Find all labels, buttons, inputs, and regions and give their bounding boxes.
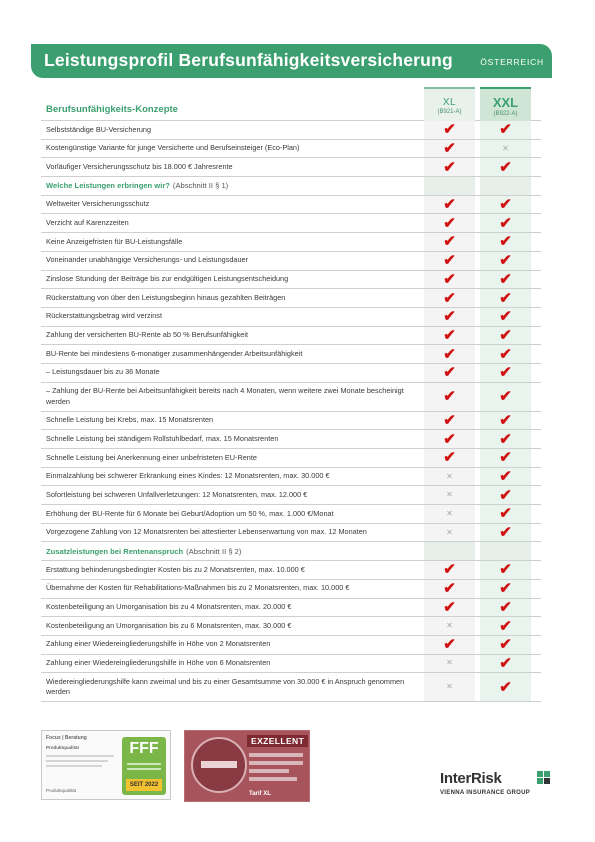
cell-xxl [480,580,531,598]
table-row [41,327,541,346]
column-xl-code: (B921-A) [437,108,462,115]
country-label: ÖSTERREICH [480,57,544,67]
fff-label: FFF [129,740,159,757]
checkmark-icon: ✔ [443,430,456,448]
row-label: – Zahlung der BU-Rente bei Arbeitsunfähigkeit bereits nach 4 Monaten, wenn weitere zwei Monate bescheinigt werden [46,386,404,406]
cell-xxl [480,449,531,467]
row-label: Voneinander unabhängige Versicherungs- und Leistungsdauer [46,255,249,265]
cell-xxl [480,308,531,326]
cell-xl [424,580,475,598]
section-title: Zusatzleistungen bei Rentenanspruch (Abschnitt II § 2) [46,546,242,556]
cell-xl [424,412,475,430]
cell-xl [424,364,475,382]
column-header-xl [424,87,475,122]
row-label: Zinslose Stundung der Beiträge bis zur endgültigen Leistungsentscheidung [46,274,289,284]
checkmark-icon: ✔ [443,411,456,429]
cell-xxl [480,412,531,430]
cell-xl [424,308,475,326]
row-label: Vorgezogene Zahlung von 12 Monatsrenten bei attestierter Lebenserwartung von max. 12 Monaten [46,527,367,537]
cell-xxl [480,345,531,363]
table-row [41,449,541,468]
cell-xl [424,430,475,448]
table-row [41,252,541,271]
section-reference: (Abschnitt II § 1) [172,181,229,191]
cell-xl [424,214,475,232]
cell-xxl [480,233,531,251]
cell-xxl [480,289,531,307]
seal-footer: Produktqualität [46,788,77,793]
checkmark-icon: ✔ [499,505,512,523]
row-label: Verzicht auf Karenzzeiten [46,217,129,227]
row-label: Schnelle Leistung bei Anerkennung einer unbefristeten EU-Rente [46,452,257,462]
table-row [41,673,541,702]
checkmark-icon: ✔ [499,580,512,598]
cross-icon: ✕ [446,490,453,500]
table-row [41,580,541,599]
row-label: Schnelle Leistung bei ständigem Rollstuhlbedarf, max. 15 Monatsrenten [46,433,279,443]
fff-since: SEIT 2022 [126,779,162,791]
row-label: Zahlung der versicherten BU-Rente ab 50 % Berufsunfähigkeit [46,330,248,340]
checkmark-icon: ✔ [443,196,456,214]
row-label: Schnelle Leistung bei Krebs, max. 15 Monatsrenten [46,415,214,425]
row-label: – Leistungsdauer bis zu 36 Monate [46,367,160,377]
cell-xxl [480,599,531,617]
checkmark-icon: ✔ [443,252,456,270]
checkmark-icon: ✔ [499,388,512,406]
row-label: Erhöhung der BU-Rente für 6 Monate bei Geburt/Adoption um 50 %, max. 1.000 €/Monat [46,508,334,518]
cell-xl [424,542,475,560]
checkmark-icon: ✔ [443,214,456,232]
checkmark-icon: ✔ [499,289,512,307]
cell-xl [424,289,475,307]
column-header-xxl [480,87,531,122]
checkmark-icon: ✔ [443,308,456,326]
checkmark-icon: ✔ [443,580,456,598]
table-row [41,486,541,505]
row-label: Weltweiter Versicherungsschutz [46,199,150,209]
table-row [41,468,541,487]
institut-seal-icon [191,737,247,793]
checkmark-icon: ✔ [443,598,456,616]
checkmark-icon: ✔ [443,388,456,406]
table-row [41,121,541,140]
cross-icon: ✕ [446,527,453,537]
cell-xl [424,345,475,363]
column-xl-name: XL [442,96,457,108]
cell-xl [424,196,475,214]
cell-xxl [480,617,531,635]
cell-xxl [480,561,531,579]
cell-xl [424,617,475,635]
cell-xl [424,486,475,504]
row-label: Selbstständige BU-Versicherung [46,124,152,134]
cross-icon: ✕ [446,658,453,668]
cell-xl [424,505,475,523]
checkmark-icon: ✔ [499,449,512,467]
checkmark-icon: ✔ [499,430,512,448]
cell-xl [424,561,475,579]
checkmark-icon: ✔ [443,364,456,382]
row-label: Rückerstattungsbetrag wird verzinst [46,311,162,321]
table-body [41,121,541,702]
cell-xl [424,449,475,467]
cell-xxl [480,364,531,382]
row-label: Keine Anzeigefristen für BU-Leistungsfälle [46,236,183,246]
interrisk-logo [440,770,550,800]
cross-icon: ✕ [446,471,453,481]
checkmark-icon: ✔ [499,468,512,486]
cell-xl [424,177,475,195]
cell-xl [424,233,475,251]
page-title: Leistungsprofil Berufsunfähigkeitsversicherung [44,50,453,70]
cell-xxl [480,196,531,214]
cell-xl [424,468,475,486]
checkmark-icon: ✔ [499,486,512,504]
table-row [41,636,541,655]
cross-icon: ✕ [446,621,453,631]
focus-quality-seal [41,730,171,800]
cell-xxl [480,214,531,232]
checkmark-icon: ✔ [499,121,512,139]
table-row [41,364,541,383]
cell-xl [424,252,475,270]
table-row [41,383,541,412]
row-label: Zahlung einer Wiedereingliederungshilfe in Höhe von 2 Monatsrenten [46,639,271,649]
checkmark-icon: ✔ [499,636,512,654]
checkmark-icon: ✔ [499,654,512,672]
section-reference: (Abschnitt II § 2) [186,546,242,556]
cross-icon: ✕ [446,682,453,692]
cell-xxl [480,121,531,139]
cell-xxl [480,252,531,270]
logo-group-name: VIENNA INSURANCE GROUP [440,790,531,796]
checkmark-icon: ✔ [499,158,512,176]
checkmark-icon: ✔ [499,326,512,344]
checkmark-icon: ✔ [443,326,456,344]
table-row [41,140,541,159]
checkmark-icon: ✔ [443,121,456,139]
cell-xxl [480,468,531,486]
table-row [41,430,541,449]
section-title: Welche Leistungen erbringen wir? (Abschnitt II § 1) [46,181,229,191]
table-row [41,271,541,290]
checkmark-icon: ✔ [443,561,456,579]
section-header-row [41,177,541,196]
column-xxl-code: (B922-A) [493,110,518,117]
cell-xxl [480,140,531,158]
checkmark-icon: ✔ [443,449,456,467]
checkmark-icon: ✔ [443,233,456,251]
checkmark-icon: ✔ [499,214,512,232]
award-tarif: Tarif XL [249,791,271,797]
section-header-row [41,542,541,561]
cross-icon: ✕ [446,508,453,518]
row-label: Einmalzahlung bei schwerer Erkrankung eines Kindes: 12 Monatsrenten, max. 30.000 € [46,471,330,481]
seal-label: Produktqualität [46,745,80,750]
checkmark-icon: ✔ [499,196,512,214]
table-row [41,524,541,543]
table-row [41,233,541,252]
cell-xxl [480,673,531,701]
cell-xxl [480,383,531,411]
row-label: Erstattung behinderungsbedingter Kosten bis zu 2 Monatsrenten, max. 10.000 € [46,564,305,574]
checkmark-icon: ✔ [499,524,512,542]
cell-xxl [480,524,531,542]
row-label: Wiedereingliederungshilfe kann zweimal und bis zu einer Gesamtsumme von 30.000 € in Anspruch genommen werden [46,676,405,697]
table-row [41,289,541,308]
checkmark-icon: ✔ [499,411,512,429]
institut-award-seal [184,730,310,802]
checkmark-icon: ✔ [443,140,456,158]
cell-xl [424,121,475,139]
checkmark-icon: ✔ [443,636,456,654]
checkmark-icon: ✔ [443,289,456,307]
row-label: Vorläufiger Versicherungsschutz bis 18.000 € Jahresrente [46,161,233,171]
cell-xxl [480,327,531,345]
row-label: Kostenbeteiligung an Umorganisation bis zu 4 Monatsrenten, max. 20.000 € [46,602,292,612]
table-row [41,655,541,674]
cell-xxl [480,542,531,560]
table-row [41,412,541,431]
row-label: Sofortleistung bei schweren Unfallverletzungen: 12 Monatsrenten, max. 12.000 € [46,489,308,499]
checkmark-icon: ✔ [499,252,512,270]
fff-rating-icon [122,737,166,795]
table-row [41,308,541,327]
row-label: Zahlung einer Wiedereingliederungshilfe in Höhe von 6 Monatsrenten [46,658,271,668]
checkmark-icon: ✔ [443,270,456,288]
checkmark-icon: ✔ [443,345,456,363]
cell-xxl [480,177,531,195]
cell-xl [424,383,475,411]
cell-xxl [480,271,531,289]
cell-xl [424,599,475,617]
seal-publisher: Focus | Beratung [46,735,87,741]
checkmark-icon: ✔ [499,345,512,363]
table-row [41,561,541,580]
checkmark-icon: ✔ [499,233,512,251]
table-row [41,196,541,215]
checkmark-icon: ✔ [499,364,512,382]
checkmark-icon: ✔ [499,308,512,326]
title-banner [31,44,552,78]
logo-square-icon [544,778,550,784]
checkmark-icon: ✔ [499,561,512,579]
checkmark-icon: ✔ [499,598,512,616]
checkmark-icon: ✔ [499,678,512,696]
row-label: Übernahme der Kosten für Rehabilitations-Maßnahmen bis zu 2 Monatsrenten, max. 10.000 € [46,583,350,593]
table-row [41,505,541,524]
logo-square-icon [544,771,550,777]
row-label: BU-Rente bei mindestens 6-monatiger zusammenhängender Arbeitsunfähigkeit [46,348,303,358]
cell-xl [424,673,475,701]
cell-xl [424,158,475,176]
concepts-header: Berufsunfähigkeits-Konzepte [46,104,178,115]
table-row [41,345,541,364]
checkmark-icon: ✔ [499,270,512,288]
cell-xl [424,140,475,158]
table-row [41,158,541,177]
cell-xxl [480,655,531,673]
cell-xl [424,636,475,654]
cell-xxl [480,486,531,504]
cell-xxl [480,636,531,654]
cross-icon: ✕ [502,143,509,153]
cell-xl [424,271,475,289]
award-label: EXZELLENT [247,735,308,747]
row-label: Kostenbeteiligung an Umorganisation bis zu 6 Monatsrenten, max. 30.000 € [46,620,292,630]
cell-xl [424,327,475,345]
checkmark-icon: ✔ [499,617,512,635]
checkmark-icon: ✔ [443,158,456,176]
benefits-table [41,87,541,702]
logo-wordmark: InterRisk [440,770,502,787]
table-header-row [41,87,541,121]
table-row [41,214,541,233]
cell-xl [424,655,475,673]
row-label: Rückerstattung von über den Leistungsbeginn hinaus gezahlten Beiträgen [46,292,286,302]
table-row [41,599,541,618]
cell-xxl [480,505,531,523]
logo-square-icon [537,778,543,784]
table-row [41,617,541,636]
column-xxl-name: XXL [492,94,519,110]
logo-square-icon [537,771,543,777]
cell-xl [424,524,475,542]
cell-xxl [480,158,531,176]
row-label: Kostengünstige Variante für junge Versicherte und Berufseinsteiger (Eco-Plan) [46,143,300,153]
cell-xxl [480,430,531,448]
